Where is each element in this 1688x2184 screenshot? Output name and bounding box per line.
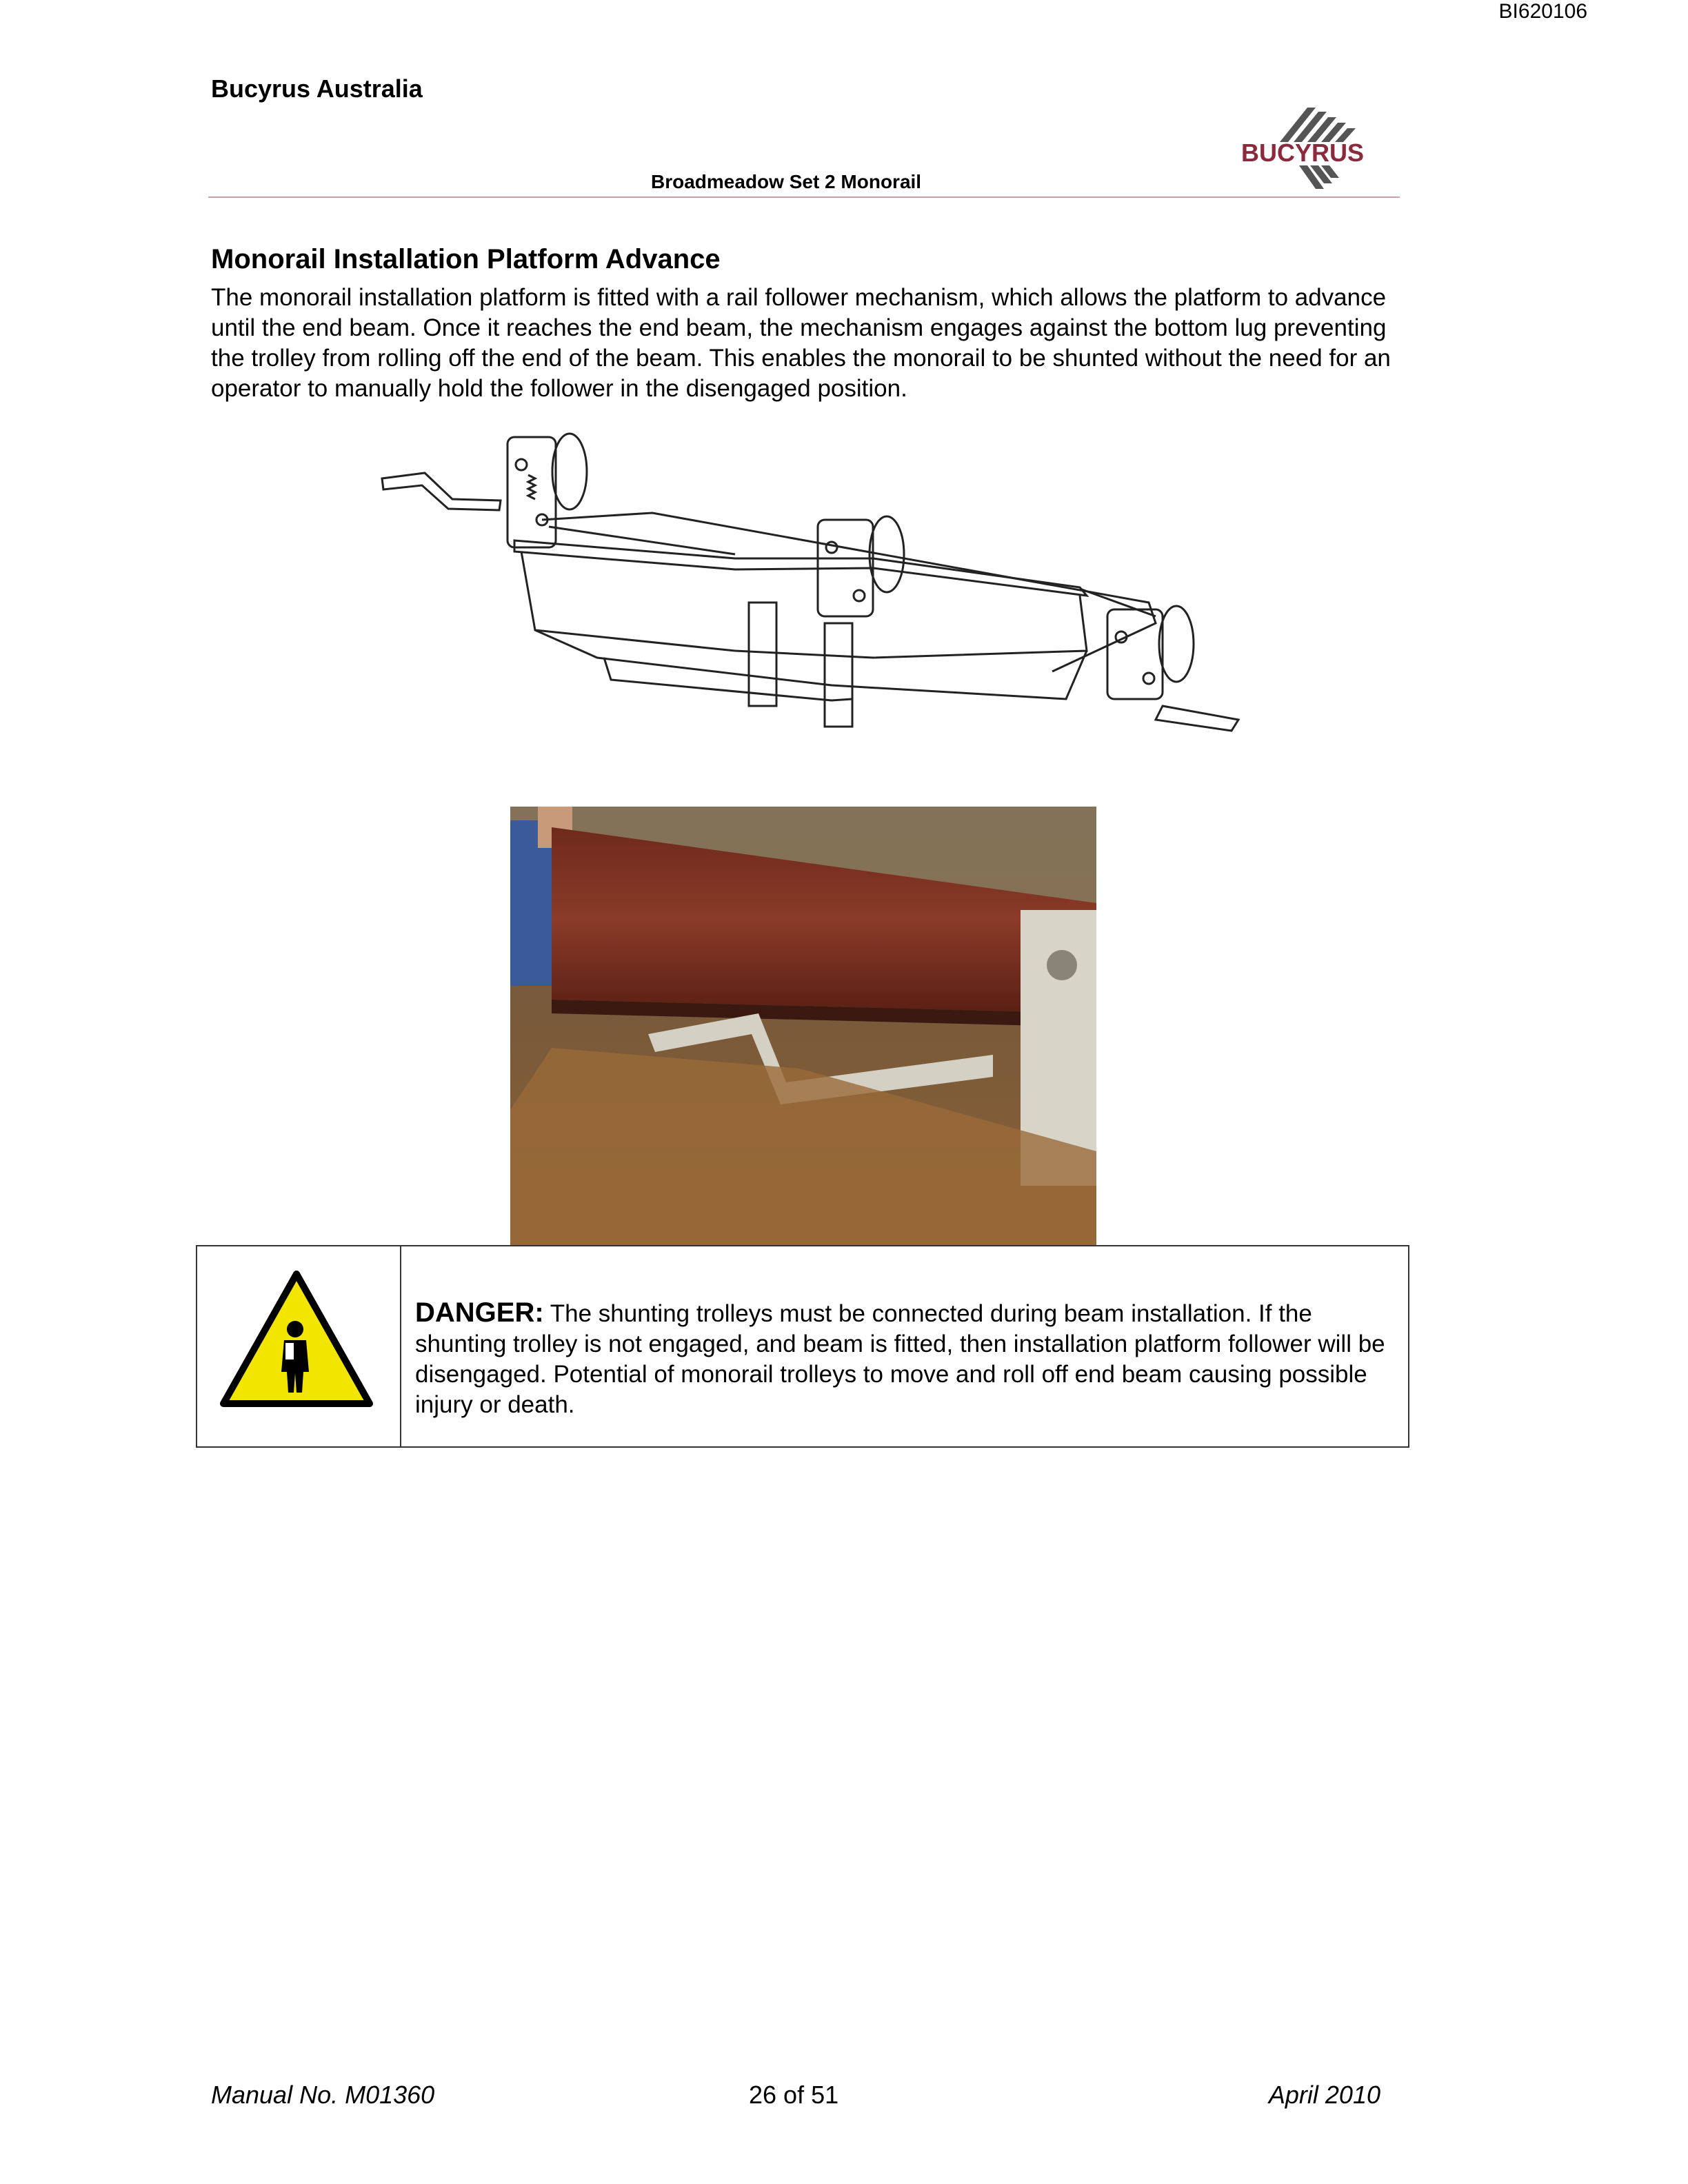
- danger-message: [415, 1297, 1387, 1420]
- footer-date: April 2010: [1268, 2081, 1380, 2109]
- platform-line-drawing: [376, 423, 1252, 789]
- danger-label: DANGER:: [415, 1297, 544, 1328]
- header-divider: [208, 196, 1400, 198]
- logo-wordmark: BUCYRUS: [1241, 139, 1365, 167]
- notice-divider: [400, 1246, 401, 1446]
- manual-number: Manual No. M01360: [211, 2081, 435, 2109]
- section-heading: Monorail Installation Platform Advance: [211, 244, 721, 274]
- document-code: BI620106: [1498, 0, 1587, 23]
- company-name: Bucyrus Australia: [211, 74, 423, 103]
- page-number: 26 of 51: [749, 2081, 839, 2109]
- bucyrus-logo: [1238, 101, 1383, 193]
- warning-person-icon: [218, 1268, 375, 1409]
- follower-mechanism-photo: [510, 807, 1096, 1245]
- danger-body: The shunting trolleys must be connected during beam installation. If the shunting trolley is not engaged, and beam is fitted, then installation platform follower will be disengaged. Potential of monorail trolleys to move and roll off end beam causing possible injury or death.: [415, 1300, 1385, 1418]
- document-title: Broadmeadow Set 2 Monorail: [651, 171, 922, 192]
- body-paragraph: The monorail installation platform is fitted with a rail follower mechanism, which allows the platform to advance until the end beam. Once it reaches the end beam, the mechanism engages against the bottom lug preventing the trolley from rolling off the end of the beam. This enables the monorail to be shunted without the need for an operator to manually hold the follower in the disengaged position.: [211, 284, 1391, 402]
- danger-notice: [196, 1245, 1409, 1448]
